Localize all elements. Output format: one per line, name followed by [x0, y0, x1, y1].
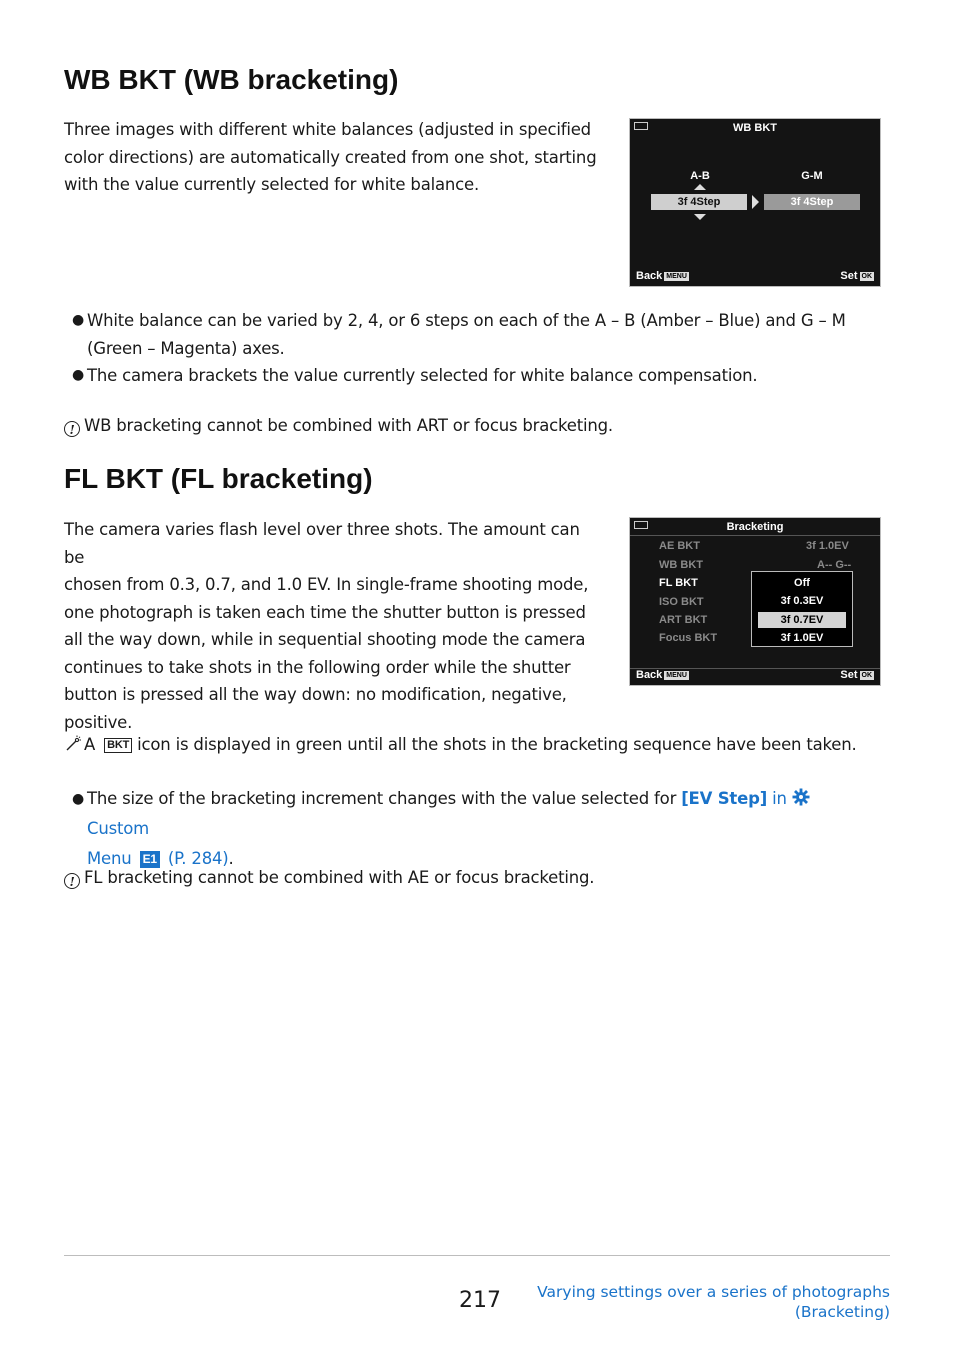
fl-note-text: FL bracketing cannot be combined with AE or focus bracketing.: [84, 868, 595, 887]
menu-item-wb-bkt[interactable]: WB BKT: [659, 559, 703, 571]
option-1-0ev[interactable]: 3f 1.0EV: [780, 632, 824, 644]
ab-value-box[interactable]: 3f 4Step: [651, 194, 747, 210]
fl-bkt-options-popup: [751, 571, 853, 647]
gm-axis-label: G-M: [801, 170, 823, 182]
menu-item-focus-bkt[interactable]: Focus BKT: [659, 632, 718, 644]
menu-item-iso-bkt[interactable]: ISO BKT: [659, 596, 704, 608]
tip-icon: [64, 735, 82, 753]
fl-intro-line: all the way down, while in sequential shooting mode the camera: [64, 630, 586, 649]
fl-intro-line: The camera varies flash level over three shots. The amount can be: [64, 520, 580, 567]
in-link-text[interactable]: in: [772, 789, 787, 808]
bullet-dot-icon: ●: [72, 367, 85, 383]
wb-section-title: WB BKT (WB bracketing): [64, 64, 399, 95]
page-284-link[interactable]: (P. 284): [167, 849, 229, 868]
bullet-text-line: The camera brackets the value currently selected for white balance compensation.: [87, 366, 758, 385]
menu-value-wb-bkt: A-- G--: [817, 559, 852, 571]
footer-divider: [64, 1255, 890, 1256]
menu-value-ae-bkt: 3f 1.0EV: [806, 540, 849, 552]
fl-intro-line: one photograph is taken each time the shutter button is pressed: [64, 602, 586, 622]
fl-intro-line: chosen from 0.3, 0.7, and 1.0 EV. In single-frame shooting mode,: [64, 575, 589, 594]
menu-item-ae-bkt[interactable]: AE BKT: [659, 540, 700, 552]
fl-caution-note: [64, 864, 864, 892]
fl-bullet: [72, 784, 872, 874]
wb-caution-note: [64, 412, 864, 440]
screen-bottom-bar: [636, 669, 874, 683]
tip-text: icon is displayed in green until all the shots in the bracketing sequence have been taken.: [137, 735, 857, 754]
right-arrow-icon: [752, 195, 759, 209]
ev-step-link[interactable]: [EV Step]: [681, 789, 768, 808]
e1-menu-icon[interactable]: E1: [140, 851, 160, 868]
bkt-icon: BKT: [104, 738, 132, 753]
bullet-text-line: White balance can be varied by 2, 4, or 6 steps on each of the A – B (Amber – Blue) and G – M: [87, 311, 846, 330]
custom-menu-link[interactable]: Custom: [87, 819, 150, 838]
fl-intro-line: continues to take shots in the following order while the shutter: [64, 657, 571, 677]
menu-button-icon: MENU: [666, 672, 687, 679]
down-arrow-icon: [694, 214, 706, 220]
wb-intro-line: with the value currently selected for white balance.: [64, 175, 480, 194]
ab-axis-label: A-B: [690, 170, 710, 182]
back-label: Back: [636, 270, 663, 282]
screen-title: Bracketing: [726, 521, 784, 533]
section-link[interactable]: [537, 1282, 890, 1322]
wb-intro-line: Three images with different white balances (adjusted in specified: [64, 120, 591, 139]
back-label: Back: [636, 669, 663, 681]
fl-intro-paragraph: [64, 516, 604, 736]
screen-bottom-bar: [636, 270, 874, 284]
bullet-trailing: .: [228, 849, 234, 868]
fl-tip-line: [64, 731, 884, 759]
bullet-text-line: (Green – Magenta) axes.: [87, 338, 285, 358]
fl-intro-line: button is pressed all the way down: no modification, negative,: [64, 685, 567, 704]
wb-intro-paragraph: [64, 116, 604, 199]
gm-value-box[interactable]: 3f 4Step: [764, 194, 860, 210]
header-divider: [630, 535, 880, 536]
bracketing-camera-screen: [629, 517, 881, 686]
option-0-3ev[interactable]: 3f 0.3EV: [780, 595, 824, 607]
menu-link-text[interactable]: Menu: [87, 849, 132, 868]
set-label: Set: [840, 270, 858, 282]
section-link-line[interactable]: (Bracketing): [794, 1303, 890, 1321]
option-0-7ev[interactable]: 3f 0.7EV: [758, 612, 846, 628]
caution-icon: !: [64, 421, 80, 437]
bullet-dot-icon: ●: [72, 791, 85, 807]
screen-title: WB BKT: [733, 122, 777, 134]
wb-note-text: WB bracketing cannot be combined with ART or focus bracketing.: [84, 416, 613, 435]
page-number: 217: [459, 1288, 501, 1313]
set-label: Set: [840, 669, 858, 681]
gear-icon[interactable]: [792, 788, 810, 806]
fl-section-title: FL BKT (FL bracketing): [64, 463, 373, 494]
tip-prefix: A: [84, 735, 96, 754]
fl-intro-line: positive.: [64, 712, 133, 732]
up-arrow-icon: [694, 184, 706, 190]
bullet-text: The size of the bracketing increment changes with the value selected for: [87, 789, 677, 808]
wb-bullet-1: [72, 307, 862, 362]
ok-button-icon: OK: [861, 672, 872, 679]
section-link-line[interactable]: Varying settings over a series of photographs: [537, 1283, 890, 1301]
menu-item-art-bkt[interactable]: ART BKT: [659, 614, 708, 626]
wb-bkt-camera-screen: [629, 118, 881, 287]
wb-bullet-2: [72, 362, 862, 390]
caution-icon: !: [64, 873, 80, 889]
bullet-dot-icon: ●: [72, 312, 85, 328]
wb-intro-line: color directions) are automatically created from one shot, starting: [64, 147, 597, 167]
menu-item-fl-bkt[interactable]: FL BKT: [659, 577, 698, 589]
option-off[interactable]: Off: [794, 577, 810, 589]
menu-button-icon: MENU: [666, 273, 687, 280]
ok-button-icon: OK: [861, 273, 872, 280]
